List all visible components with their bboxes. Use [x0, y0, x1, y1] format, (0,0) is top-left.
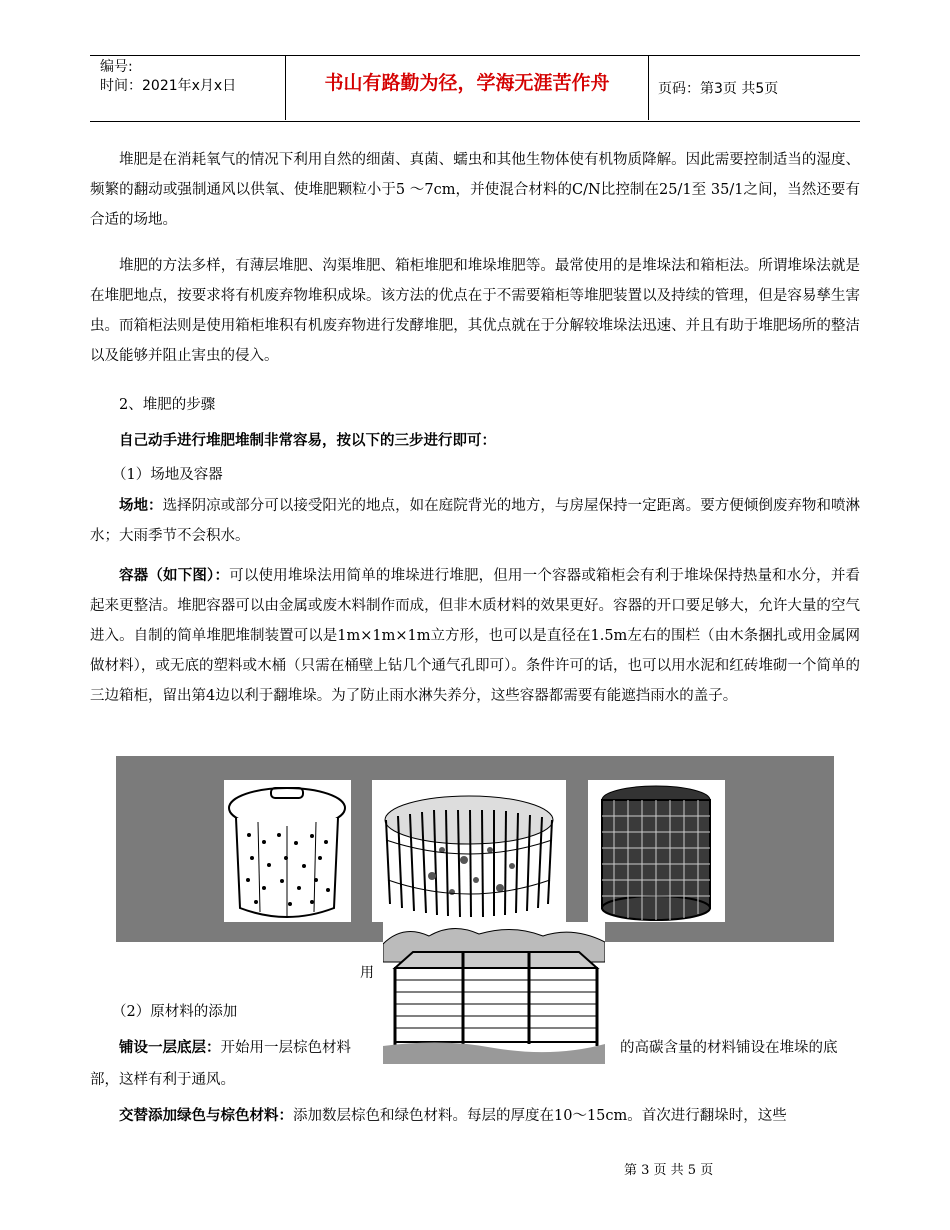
layer-text-c: 部，这样有利于通风。: [90, 1072, 235, 1088]
site-label: 场地：: [119, 498, 163, 514]
header-bottom-rule: [90, 121, 860, 122]
number-label: 编号:: [100, 59, 133, 75]
three-bay-box-image: [383, 922, 605, 1064]
layer-line-1a: [119, 1036, 351, 1057]
header-motto: 书山有路勤为径，学海无涯苦作舟: [324, 72, 610, 94]
wire-mesh-image: [588, 780, 725, 922]
slat-fence-image: [372, 780, 566, 922]
alternate-line: [119, 1104, 787, 1125]
layer-text-b: 的高碳含量的材料铺设在堆垛的底: [620, 1040, 838, 1056]
alt-text: 添加数层棕色和绿色材料。每层的厚度在10～15cm。首次进行翻垛时，这些: [293, 1108, 787, 1124]
time-label: 时间：2021年x月x日: [100, 78, 237, 94]
layer-text-a: 开始用一层棕色材料: [220, 1040, 351, 1056]
heading-site: （1）场地及容器: [112, 467, 223, 483]
paragraph-1: 堆肥是在消耗氧气的情况下利用自然的细菌、真菌、蠕虫和其他生物体使有机物质降解。因此需要控制适当的湿度、频繁的翻动或强制通风以供氧、使堆肥颗粒小于5 ～7cm，并使混合材料的C/N比控制在25/1至 35/1之间，当然还要有合适的场地。: [90, 152, 860, 228]
footer-page: 第 3 页 共 5 页: [624, 1163, 714, 1178]
figure-caption: 用: [360, 965, 374, 981]
heading-steps: 2、堆肥的步骤: [119, 397, 216, 413]
container-text: 可以使用堆垛法用简单的堆垛进行堆肥，但用一个容器或箱柜会有利于堆垛保持热量和水分，并看起来更整洁。堆肥容器可以由金属或废木料制作而成，但非木质材料的效果更好。容器的开口要足够大，允许大量的空气进入。自制的简单堆肥堆制装置可以是1m×1m×1m立方形，也可以是直径在1.5m左右的围栏（由木条捆扎或用金属网做材料），或无底的塑料或木桶（只需在桶壁上钻几个通气孔即可）。条件许可的话，也可以用水泥和红砖堆砌一个简单的三边箱柜，留出第4边以利于翻堆垛。为了防止雨水淋失养分，这些容器都需要有能遮挡雨水的盖子。: [90, 568, 861, 704]
header-top-rule: [90, 55, 860, 56]
alt-label: 交替添加绿色与棕色材料：: [119, 1108, 293, 1124]
paragraph-2: 堆肥的方法多样，有薄层堆肥、沟渠堆肥、箱柜堆肥和堆垛堆肥等。最常使用的是堆垛法和箱柜法。所谓堆垛法就是在堆肥地点，按要求将有机废弃物堆积成垛。该方法的优点在于不需要箱柜等堆肥装置以及持续的管理，但是容易孳生害虫。而箱柜法则是使用箱柜堆积有机废弃物进行发酵堆肥，其优点就在于分解较堆垛法迅速、并且有助于堆肥场所的整洁以及能够并阻止害虫的侵入。: [90, 258, 860, 364]
compost-bin-image: [224, 780, 351, 922]
header-divider-left: [285, 56, 286, 120]
intro-bold: 自己动手进行堆肥堆制非常容易，按以下的三步进行即可：: [119, 433, 496, 449]
container-label: 容器（如下图）：: [119, 568, 230, 584]
paragraph-site: [90, 491, 860, 551]
header-divider-right: [648, 56, 649, 120]
site-text: 选择阴凉或部分可以接受阳光的地点，如在庭院背光的地方，与房屋保持一定距离。要方便倾倒废弃物和喷淋水；大雨季节不会积水。: [90, 498, 860, 544]
header-page-label: 页码：第3页 共5页: [658, 81, 779, 97]
heading-add: （2）原材料的添加: [112, 1004, 238, 1020]
layer-label: 铺设一层底层：: [119, 1040, 221, 1056]
header-left: [100, 58, 236, 96]
paragraph-container: [90, 561, 860, 711]
